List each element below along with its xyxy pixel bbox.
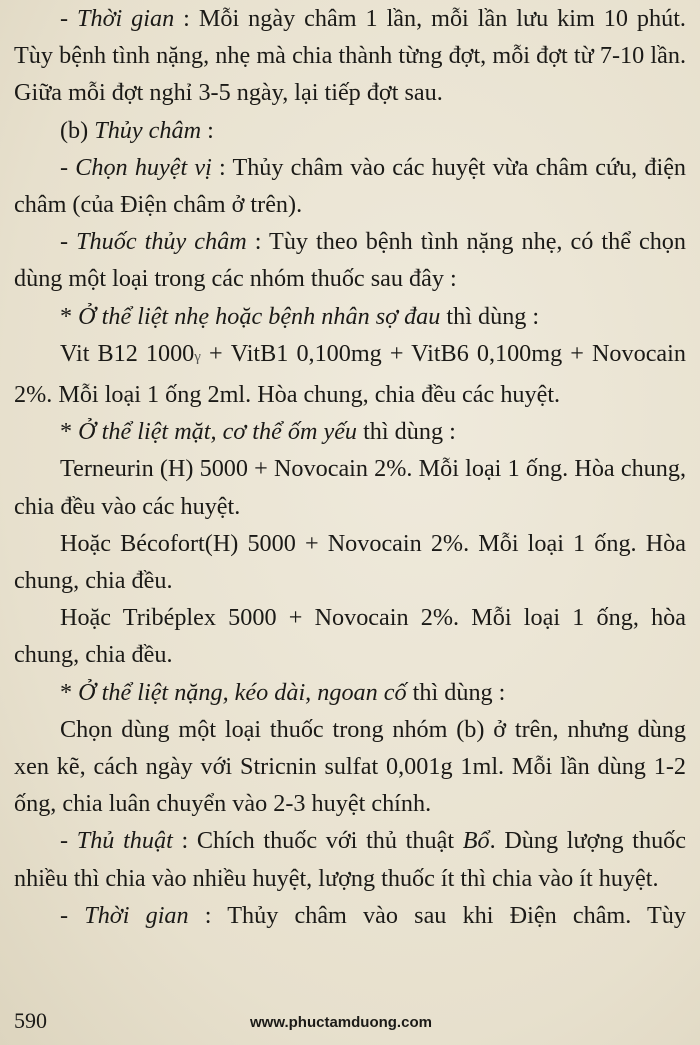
italic-run: Thủy châm — [94, 116, 202, 144]
text-run: * — [60, 302, 79, 330]
paragraph-the-liet-mat — [14, 413, 686, 450]
paragraph-vit-b12-formula — [14, 335, 686, 413]
paragraph-stricnin — [14, 711, 686, 823]
paragraph-chon-huyet-vi — [14, 149, 686, 223]
italic-run: Ở thể liệt mặt, cơ thể ốm yếu — [78, 418, 358, 446]
italic-run: Thuốc thủy châm — [76, 228, 247, 256]
body-text — [14, 0, 686, 934]
text-run: + VitB1 0,100mg + VitB6 0,100mg + Novocain 2%. Mỗi loại 1 ống 2ml. Hòa chung, chia đều các huyệt. — [14, 339, 686, 409]
text-run: γ — [194, 348, 201, 365]
text-run: - — [60, 901, 85, 929]
italic-run: Thời gian — [77, 5, 175, 32]
text-run: - — [60, 827, 77, 855]
paragraph-thu-thuat — [14, 822, 686, 896]
text-run: : Thủy châm vào sau khi Điện châm. Tùy — [188, 901, 686, 929]
text-run: : — [201, 116, 214, 144]
text-run: thì dùng : — [406, 678, 506, 706]
paragraph-thuoc-thuy-cham — [14, 223, 686, 297]
italic-run: Ở thể liệt nặng, kéo dài, ngoan cố — [78, 678, 407, 706]
text-run: * — [60, 418, 79, 446]
text-run: Chọn dùng một loại thuốc trong nhóm (b) ở trên, nhưng dùng xen kẽ, cách ngày với Stricnin sulfat 0,001g 1ml. Mỗi lần dùng 1-2 ống, chia luân chuyển vào 2-3 huyệt chính. — [14, 715, 686, 818]
text-run: Vit B12 1000 — [60, 339, 195, 367]
paragraph-tribeplex — [14, 599, 686, 673]
page-number: 590 — [14, 1008, 47, 1033]
text-run: : Mỗi ngày châm 1 lần, mỗi lần lưu kim 10 phút. Tùy bệnh tình nặng, nhẹ mà chia thành từng đợt, mỗi đợt từ 7-10 lần. Giữa mỗi đợt nghỉ 3-5 ngày, lại tiếp đợt sau. — [14, 5, 686, 107]
text-run: - — [60, 153, 76, 181]
paragraph-the-liet-nang — [14, 674, 686, 711]
paragraph-becofort — [14, 525, 686, 599]
text-run: : Chích thuốc với thủ thuật — [172, 827, 463, 855]
text-run: : Tùy theo bệnh tình nặng nhẹ, có thể chọn dùng một loại trong các nhóm thuốc sau đây : — [14, 228, 686, 293]
text-run: : Thủy châm vào các huyệt vừa châm cứu, điện châm (của Điện châm ở trên). — [14, 153, 687, 219]
italic-run: Ở thể liệt nhẹ hoặc bệnh nhân sợ đau — [78, 302, 441, 330]
text-run: (b) — [60, 116, 95, 144]
text-run: Terneurin (H) 5000 + Novocain 2%. Mỗi loại 1 ống. Hòa chung, chia đều vào các huyệt. — [14, 455, 686, 520]
paragraph-thuy-cham-heading — [14, 112, 686, 149]
paragraph-thoi-gian-dien-cham — [14, 0, 686, 112]
text-run: Hoặc Bécofort(H) 5000 + Novocain 2%. Mỗi loại 1 ống. Hòa chung, chia đều. — [14, 529, 686, 595]
italic-run: Thời gian — [84, 901, 189, 929]
text-run: - — [60, 5, 78, 32]
italic-run: Thủ thuật — [76, 827, 173, 855]
paragraph-thoi-gian-thuy-cham — [14, 897, 686, 934]
website-watermark: www.phuctamduong.com — [250, 1014, 432, 1031]
text-run: thì dùng : — [440, 302, 540, 330]
text-run: - — [60, 228, 77, 256]
italic-run: Bổ — [462, 827, 490, 855]
text-run: * — [60, 678, 79, 706]
paragraph-the-liet-nhe — [14, 298, 686, 335]
text-run: thì dùng : — [357, 418, 456, 446]
text-run: Hoặc Tribéplex 5000 + Novocain 2%. Mỗi loại 1 ống, hòa chung, chia đều. — [14, 604, 686, 669]
text-run: . Dùng lượng thuốc nhiều thì chia vào nhiều huyệt, lượng thuốc ít thì chia vào ít huyệt. — [14, 827, 687, 892]
italic-run: Chọn huyệt vị — [75, 153, 212, 181]
paragraph-terneurin — [14, 450, 686, 524]
